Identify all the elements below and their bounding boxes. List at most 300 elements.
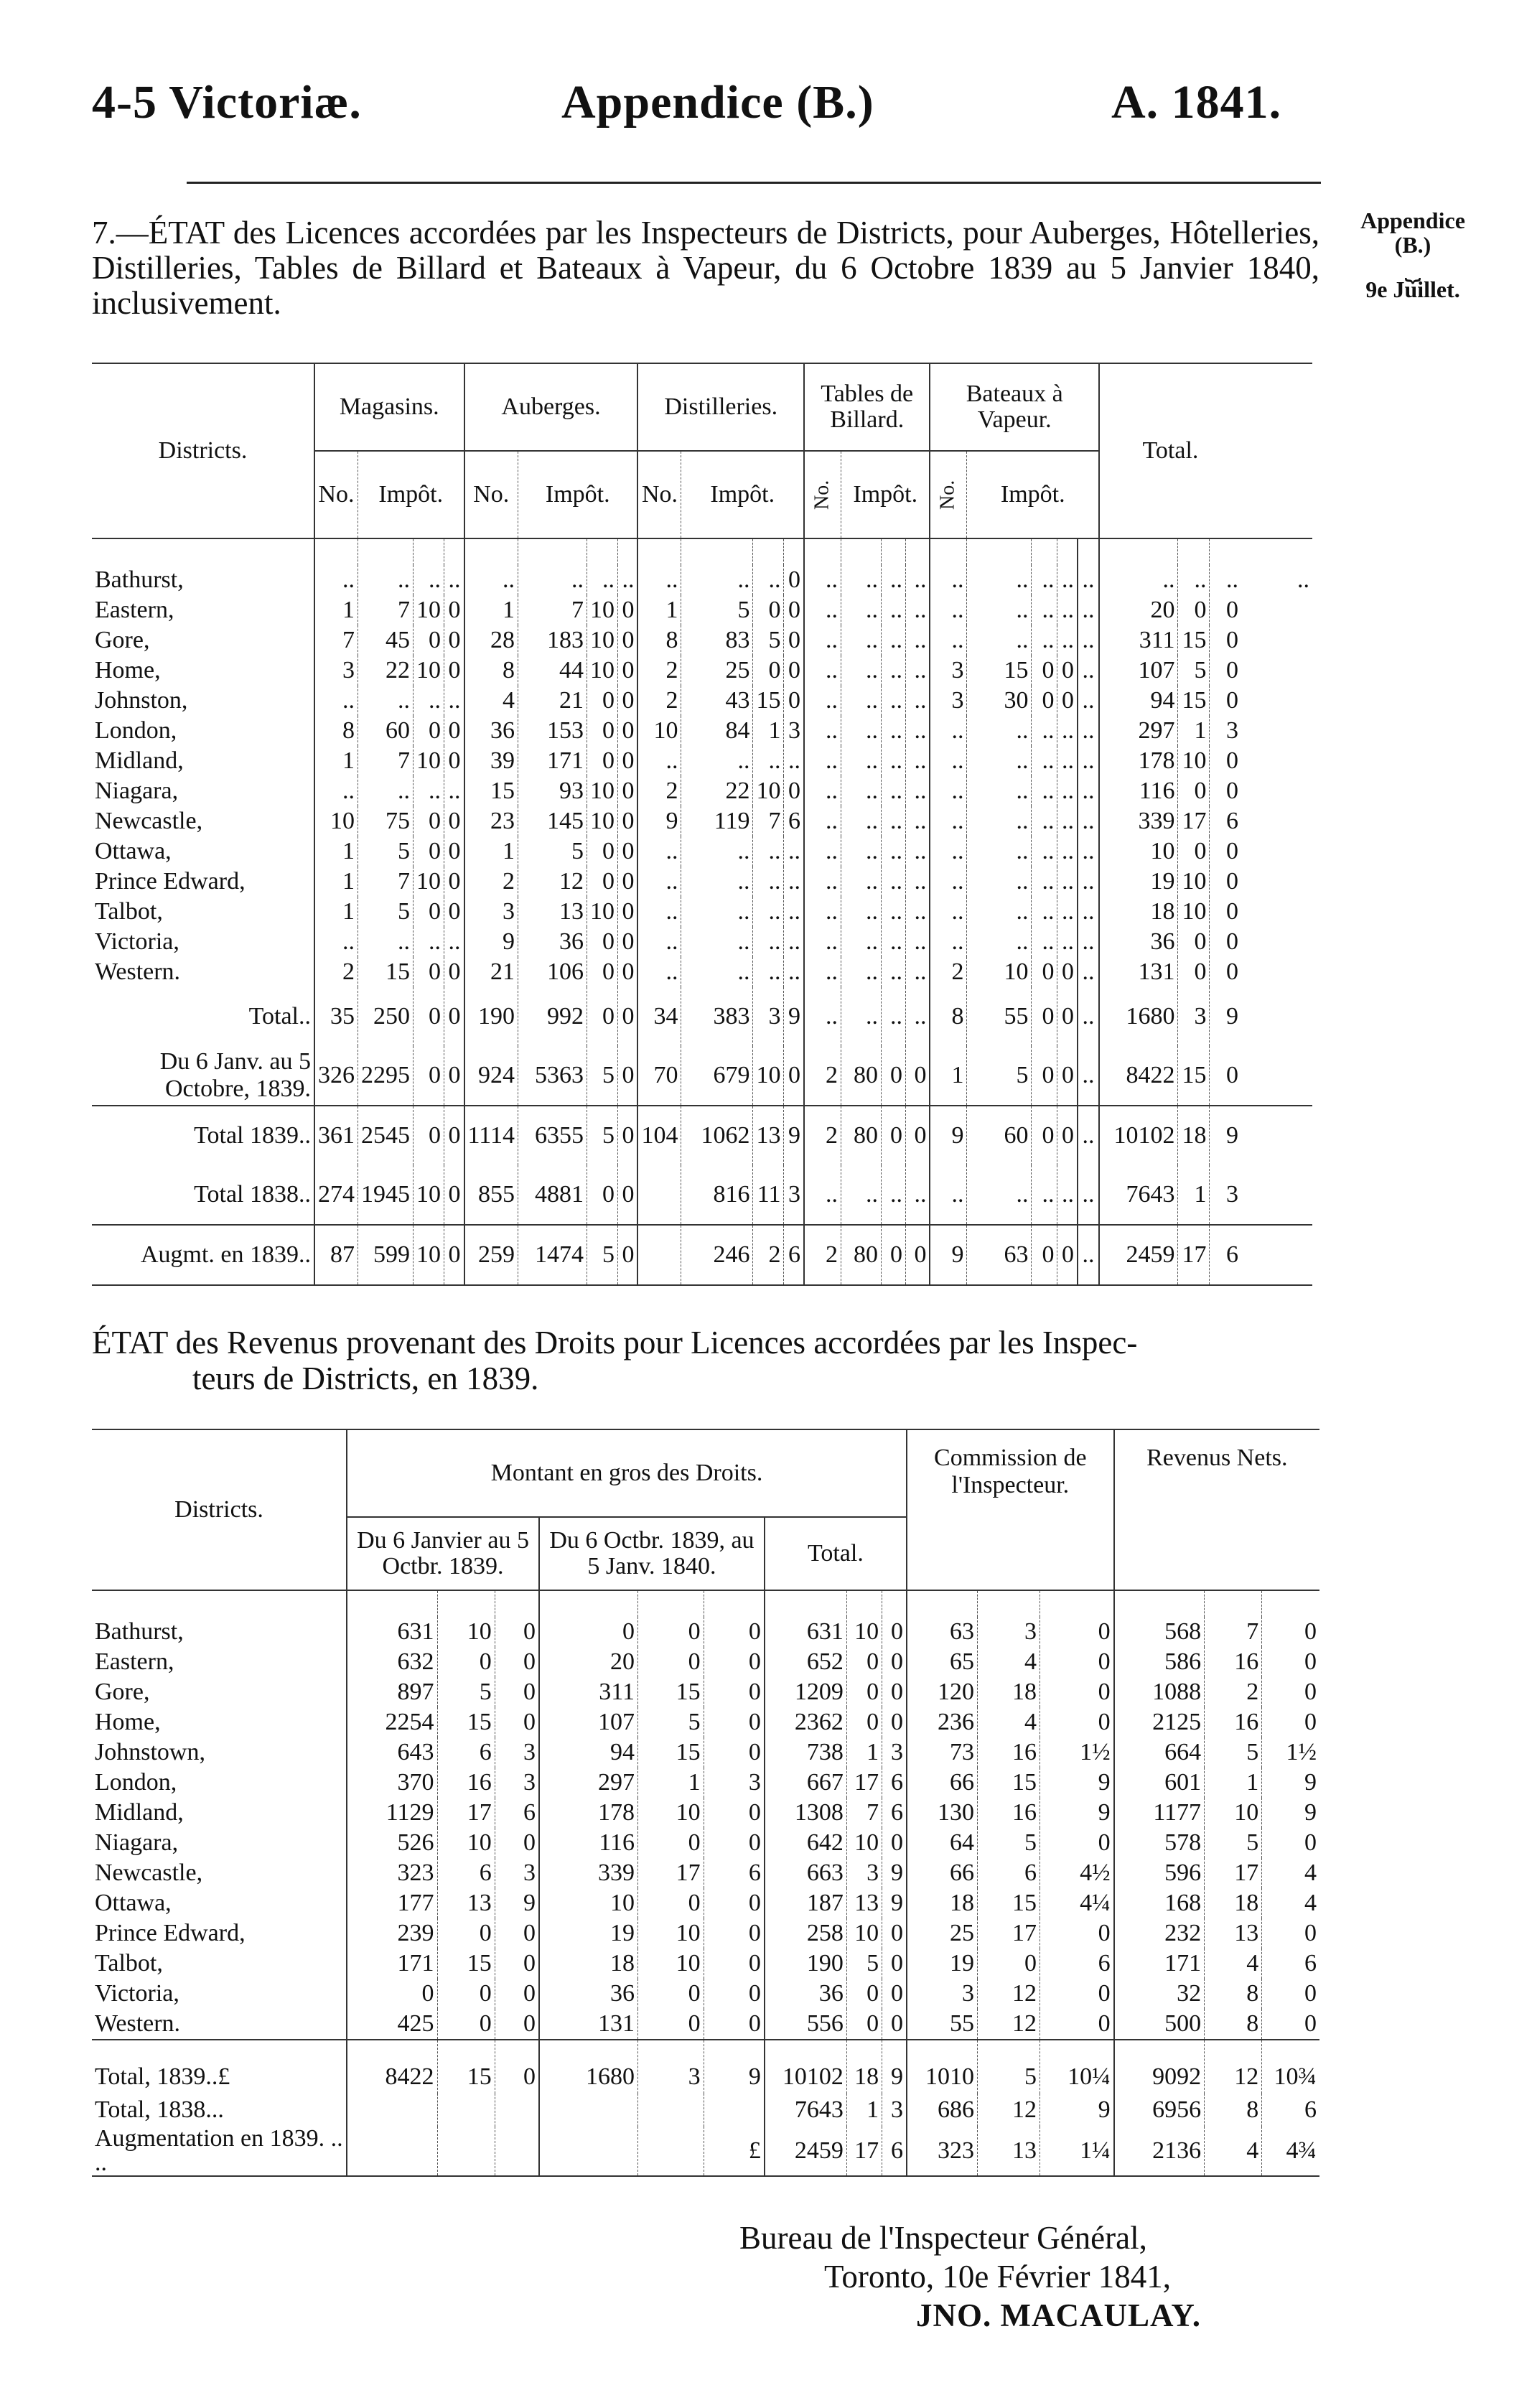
cell-value: ..	[881, 595, 905, 625]
cell-value: ..	[784, 927, 804, 957]
table-row	[92, 1647, 1319, 1677]
cell-value: 1088	[1114, 1677, 1205, 1707]
cell-value: 339	[1099, 806, 1178, 836]
cell-value: 21	[518, 686, 587, 716]
cell-value: ..	[804, 897, 841, 927]
cell-value: 3	[784, 716, 804, 746]
cell-value: 3	[704, 1768, 765, 1798]
cell-value: 0	[587, 686, 617, 716]
cell-value: 2	[804, 1106, 841, 1165]
cell-value: 0	[882, 1707, 907, 1737]
cell-value: ..	[681, 927, 753, 957]
cell-value: ..	[358, 565, 414, 595]
cell-value: 106	[518, 957, 587, 987]
cell-value: ..	[930, 867, 967, 897]
cell-value: 5	[977, 1828, 1040, 1858]
cell-value: 0	[905, 1046, 930, 1106]
cell-value: ..	[314, 565, 358, 595]
cell-value: 0	[444, 1106, 464, 1165]
cell-value: 643	[347, 1737, 437, 1768]
cell-value: ..	[617, 565, 637, 595]
cell-value: 0	[1032, 1225, 1057, 1285]
cell-value: 0	[882, 1918, 907, 1949]
cell-value	[347, 2094, 437, 2127]
district-name: Bathurst,	[95, 566, 184, 593]
cell-value: ..	[1078, 625, 1099, 655]
cell-value: 0	[495, 1617, 539, 1647]
cell-value: 0	[1057, 1225, 1078, 1285]
cell-value: 2	[637, 686, 681, 716]
table-row	[92, 716, 1312, 746]
cell-value: 10	[414, 595, 444, 625]
district-name: Gore,	[95, 1679, 150, 1705]
cell-value: 60	[358, 716, 414, 746]
table-row	[92, 2094, 1319, 2127]
cell-value: 0	[846, 1677, 882, 1707]
cell-value: 0	[1057, 1046, 1078, 1106]
cell-value: 19	[539, 1918, 637, 1949]
cell-value: 6	[437, 1858, 495, 1888]
cell-value: 3	[930, 686, 967, 716]
cell-value: 631	[347, 1617, 437, 1647]
cell-value: 39	[464, 746, 518, 776]
cell-value: 18	[846, 2040, 882, 2094]
cell-value: ..	[881, 836, 905, 867]
cell-value: ..	[1078, 655, 1099, 686]
cell-value: 0	[1040, 2009, 1114, 2040]
cell-value: ..	[784, 957, 804, 987]
cell-value: 15	[464, 776, 518, 806]
cell-value: 55	[967, 987, 1032, 1046]
table-row	[92, 1737, 1319, 1768]
cell-value: 6	[437, 1737, 495, 1768]
total-row	[92, 987, 1312, 1046]
cell-value: ..	[1032, 625, 1057, 655]
cell-value: 0	[587, 836, 617, 867]
cell-value: 9	[1262, 1798, 1319, 1828]
cell-value: 0	[617, 836, 637, 867]
cell-value: 1308	[765, 1798, 847, 1828]
cell-value: 663	[765, 1858, 847, 1888]
cell-value: 0	[617, 1225, 637, 1285]
cell-value	[539, 2094, 637, 2127]
cell-value: 4	[1262, 1888, 1319, 1918]
cell-value: 0	[704, 1888, 765, 1918]
licences-table	[92, 363, 1312, 1286]
cell-value: 0	[704, 1828, 765, 1858]
cell-value: 10¾	[1262, 2040, 1319, 2094]
cell-value: 36	[1099, 927, 1178, 957]
cell-value: 596	[1114, 1858, 1205, 1888]
cell-value: 18	[1178, 1106, 1210, 1165]
district-name: Total, 1838...	[95, 2096, 224, 2123]
district-name: Western.	[95, 2010, 181, 2037]
cell-value: 63	[907, 1617, 977, 1647]
cell-value: 7	[358, 595, 414, 625]
cell-value: ..	[444, 776, 464, 806]
col-auberges: Auberges.	[464, 363, 638, 451]
table-row	[92, 1707, 1319, 1737]
cell-value: 16	[977, 1798, 1040, 1828]
cell-value: 0	[347, 1979, 437, 2009]
table-row	[92, 595, 1312, 625]
cell-value: 568	[1114, 1617, 1205, 1647]
cell-value: 5	[1205, 1737, 1262, 1768]
cell-value: 236	[907, 1707, 977, 1737]
cell-value: 5	[587, 1106, 617, 1165]
cell-value: ..	[841, 1165, 881, 1225]
cell-value: 10	[1099, 836, 1178, 867]
cell-value: 2136	[1114, 2127, 1205, 2176]
cell-value: 0	[704, 2009, 765, 2040]
cell-value: 9	[882, 1888, 907, 1918]
cell-value: 0	[444, 897, 464, 927]
cell-value: 0	[1210, 836, 1241, 867]
cell-value: 0	[495, 1979, 539, 2009]
cell-value: 0	[882, 2009, 907, 2040]
cell-value: ..	[444, 565, 464, 595]
cell-value: 16	[437, 1768, 495, 1798]
cell-value: ..	[314, 776, 358, 806]
cell-value: ..	[804, 806, 841, 836]
cell-value: 0	[637, 1617, 704, 1647]
cell-value: 0	[1032, 957, 1057, 987]
cell-value: ..	[841, 957, 881, 987]
cell-value: ..	[905, 746, 930, 776]
cell-value: 0	[637, 1828, 704, 1858]
cell-value: ..	[881, 806, 905, 836]
total-row	[92, 1106, 1312, 1165]
cell-value: 18	[907, 1888, 977, 1918]
cell-value: 0	[437, 1918, 495, 1949]
cell-value: 0	[1057, 987, 1078, 1046]
cell-value: 80	[841, 1106, 881, 1165]
cell-value: 0	[617, 686, 637, 716]
cell-value: 5	[967, 1046, 1032, 1106]
cell-value: 323	[907, 2127, 977, 2176]
cell-value: 0	[1210, 897, 1241, 927]
cell-value: ..	[753, 746, 784, 776]
cell-value: 3	[495, 1858, 539, 1888]
cell-value: 0	[1210, 686, 1241, 716]
district-name: London,	[95, 1769, 177, 1796]
cell-value: 7	[314, 625, 358, 655]
cell-value: ..	[637, 927, 681, 957]
cell-value: ..	[314, 927, 358, 957]
cell-value: ..	[967, 625, 1032, 655]
cell-value: ..	[841, 897, 881, 927]
cell-value: 22	[358, 655, 414, 686]
cell-value: ..	[905, 806, 930, 836]
cell-value: 1	[1178, 716, 1210, 746]
spacer-row	[92, 1590, 1319, 1617]
cell-value: 6	[1262, 1949, 1319, 1979]
cell-value: ..	[681, 867, 753, 897]
cell-value: 0	[704, 1918, 765, 1949]
cell-value: 0	[1210, 927, 1241, 957]
cell-value: 0	[1032, 1106, 1057, 1165]
district-name: Prince Edward,	[95, 868, 246, 895]
cell-value: 1½	[1262, 1737, 1319, 1768]
cell-value: ..	[784, 836, 804, 867]
cell-value: 0	[495, 1677, 539, 1707]
cell-value: 7643	[1099, 1165, 1178, 1225]
table-row	[92, 686, 1312, 716]
cell-value: 10	[846, 1828, 882, 1858]
cell-value: 0	[414, 625, 444, 655]
cell-value: 0	[1210, 957, 1241, 987]
cell-value: 2254	[347, 1707, 437, 1737]
cell-value: ..	[1057, 746, 1078, 776]
cell-value: 153	[518, 716, 587, 746]
cell-value: ..	[358, 927, 414, 957]
cell-value: ..	[1078, 1225, 1099, 1285]
cell-value: 4¼	[1040, 1888, 1114, 1918]
cell-value: 2	[464, 867, 518, 897]
cell-value: 18	[1099, 897, 1178, 927]
district-name: Augmt. en 1839..	[140, 1241, 311, 1268]
cell-value: ..	[1099, 565, 1178, 595]
cell-value	[495, 2127, 539, 2176]
cell-value	[495, 2094, 539, 2127]
cell-value: 1474	[518, 1225, 587, 1285]
cell-value: 0	[444, 867, 464, 897]
col-tables-billard: Tables de Billard.	[804, 363, 930, 451]
cell-value: 239	[347, 1918, 437, 1949]
cell-value: ..	[637, 867, 681, 897]
header-rule	[187, 182, 1321, 184]
cell-value: 0	[637, 1979, 704, 2009]
cell-value: 0	[617, 897, 637, 927]
cell-value: 0	[617, 1106, 637, 1165]
cell-value	[437, 2094, 495, 2127]
col-total: Total.	[1099, 363, 1241, 538]
total-row	[92, 1225, 1312, 1285]
signature-place-date: Toronto, 10e Février 1841,	[824, 2259, 1172, 2295]
cell-value: 1	[846, 2094, 882, 2127]
header-year: A. 1841.	[1111, 76, 1282, 129]
cell-value: 5	[753, 625, 784, 655]
cell-value: 2	[1205, 1677, 1262, 1707]
cell-value: ..	[804, 655, 841, 686]
cell-value: ..	[804, 686, 841, 716]
col2-montant: Montant en gros des Droits.	[347, 1429, 907, 1517]
cell-value: 25	[681, 655, 753, 686]
cell-value: ..	[905, 836, 930, 867]
cell-value: 190	[765, 1949, 847, 1979]
cell-value: 21	[464, 957, 518, 987]
cell-value: ..	[905, 897, 930, 927]
cell-value: 0	[617, 957, 637, 987]
cell-value: 10	[1205, 1798, 1262, 1828]
cell-value: 5	[358, 897, 414, 927]
table-row	[92, 1949, 1319, 1979]
table-row	[92, 1768, 1319, 1798]
table2-title	[92, 1325, 1334, 1396]
cell-value: 0	[587, 1165, 617, 1225]
cell-value: 0	[437, 1979, 495, 2009]
signature-office: Bureau de l'Inspecteur Général,	[739, 2220, 1147, 2256]
cell-value: ..	[967, 595, 1032, 625]
total-row	[92, 1046, 1312, 1106]
cell-value: 10	[1178, 746, 1210, 776]
cell-value: 10	[314, 806, 358, 836]
cell-value: 10	[587, 806, 617, 836]
cell-value: ..	[967, 1165, 1032, 1225]
cell-value: 12	[977, 2094, 1040, 2127]
cell-value: 16	[977, 1737, 1040, 1768]
cell-value: 1	[930, 1046, 967, 1106]
auberges-impot: Impôt.	[518, 451, 637, 538]
cell-value: 3	[1210, 716, 1241, 746]
cell-value: 83	[681, 625, 753, 655]
cell-value: 6	[882, 2127, 907, 2176]
cell-value: 15	[358, 957, 414, 987]
cell-value: 0	[1262, 1979, 1319, 2009]
cell-value: 0	[1262, 1617, 1319, 1647]
cell-value: 4881	[518, 1165, 587, 1225]
cell-value: 0	[704, 1798, 765, 1828]
cell-value: 6	[1210, 806, 1241, 836]
cell-value: 326	[314, 1046, 358, 1106]
cell-value: ..	[1078, 927, 1099, 957]
cell-value: 64	[907, 1828, 977, 1858]
cell-value: 0	[905, 1225, 930, 1285]
cell-value: ..	[753, 927, 784, 957]
cell-value: 232	[1114, 1918, 1205, 1949]
cell-value: 3	[1178, 987, 1210, 1046]
cell-value: 3	[930, 655, 967, 686]
cell-value: 16	[1205, 1707, 1262, 1737]
cell-value: 632	[347, 1647, 437, 1677]
district-name: Eastern,	[95, 597, 174, 623]
table-row	[92, 655, 1312, 686]
table-row	[92, 776, 1312, 806]
cell-value: 18	[539, 1949, 637, 1979]
cell-value: 0	[617, 625, 637, 655]
cell-value: 8	[1205, 2009, 1262, 2040]
cell-value: ..	[967, 716, 1032, 746]
cell-value: 0	[495, 1949, 539, 1979]
cell-value: 9	[1210, 1106, 1241, 1165]
cell-value: 0	[753, 655, 784, 686]
cell-value: 4	[1205, 1949, 1262, 1979]
cell-value: 4¾	[1262, 2127, 1319, 2176]
cell-value: 15	[977, 1768, 1040, 1798]
cell-value: ..	[841, 686, 881, 716]
cell-value: 0	[704, 1949, 765, 1979]
cell-value: 0	[444, 1165, 464, 1225]
cell-value: 0	[882, 1617, 907, 1647]
cell-value: 855	[464, 1165, 518, 1225]
cell-value: 9	[930, 1225, 967, 1285]
cell-value: ..	[881, 957, 905, 987]
cell-value: ..	[804, 595, 841, 625]
col-distilleries: Distilleries.	[637, 363, 804, 451]
table-row	[92, 806, 1312, 836]
auberges-no: No.	[464, 451, 518, 538]
cell-value: 1	[1178, 1165, 1210, 1225]
cell-value: 10	[437, 1617, 495, 1647]
cell-value: 0	[753, 595, 784, 625]
cell-value: 0	[1057, 957, 1078, 987]
col2-total: Total.	[765, 1517, 907, 1590]
margin-note-date: 9e Juillet.	[1365, 276, 1460, 302]
cell-value: ..	[841, 565, 881, 595]
district-name: Newcastle,	[95, 808, 203, 834]
cell-value: 10	[437, 1828, 495, 1858]
cell-value: 6	[882, 1768, 907, 1798]
cell-value: 9	[637, 806, 681, 836]
cell-value: 0	[617, 776, 637, 806]
cell-value: ..	[1078, 987, 1099, 1046]
cell-value: ..	[753, 565, 784, 595]
district-name: Niagara,	[95, 778, 179, 804]
table-row	[92, 746, 1312, 776]
cell-value: 5	[587, 1225, 617, 1285]
cell-value: ..	[753, 957, 784, 987]
cell-value: 7	[1205, 1617, 1262, 1647]
cell-value: 0	[617, 867, 637, 897]
cell-value: 1680	[539, 2040, 637, 2094]
cell-value: ..	[804, 1165, 841, 1225]
district-name: Ottawa,	[95, 838, 172, 864]
cell-value: ..	[1178, 565, 1210, 595]
cell-value: 2	[930, 957, 967, 987]
cell-value: 0	[587, 746, 617, 776]
cell-value: 171	[1114, 1949, 1205, 1979]
cell-value: ..	[681, 957, 753, 987]
cell-value: 4	[1262, 1858, 1319, 1888]
cell-value: ..	[1078, 565, 1099, 595]
cell-value: 10	[637, 716, 681, 746]
cell-value	[637, 2094, 704, 2127]
cell-value: ..	[1057, 565, 1078, 595]
margin-brace: ⏟	[1404, 252, 1421, 282]
cell-value: 0	[846, 2009, 882, 2040]
cell-value: 178	[1099, 746, 1178, 776]
cell-value: 556	[765, 2009, 847, 2040]
cell-value: ..	[314, 686, 358, 716]
cell-value: ..	[804, 867, 841, 897]
cell-value: ..	[1078, 957, 1099, 987]
cell-value: ..	[1032, 716, 1057, 746]
cell-value: ..	[1057, 1165, 1078, 1225]
cell-value: 4½	[1040, 1858, 1114, 1888]
cell-value: ..	[930, 625, 967, 655]
cell-value: ..	[841, 655, 881, 686]
cell-value: 36	[765, 1979, 847, 2009]
cell-value: 0	[881, 1106, 905, 1165]
cell-value: 0	[846, 1707, 882, 1737]
cell-value: ..	[881, 1165, 905, 1225]
cell-value: ..	[1078, 746, 1099, 776]
cell-value: 0	[444, 1225, 464, 1285]
cell-value: ..	[930, 595, 967, 625]
cell-value: 0	[495, 2009, 539, 2040]
cell-value: 5	[681, 595, 753, 625]
col2-districts: Districts.	[174, 1496, 263, 1523]
district-name: Eastern,	[95, 1648, 174, 1675]
cell-value: 1945	[358, 1165, 414, 1225]
cell-value: 0	[495, 1828, 539, 1858]
cell-value: 10	[846, 1918, 882, 1949]
cell-value: 13	[977, 2127, 1040, 2176]
cell-value: 1062	[681, 1106, 753, 1165]
cell-value: 70	[637, 1046, 681, 1106]
cell-value: 7643	[765, 2094, 847, 2127]
cell-value: 6956	[1114, 2094, 1205, 2127]
